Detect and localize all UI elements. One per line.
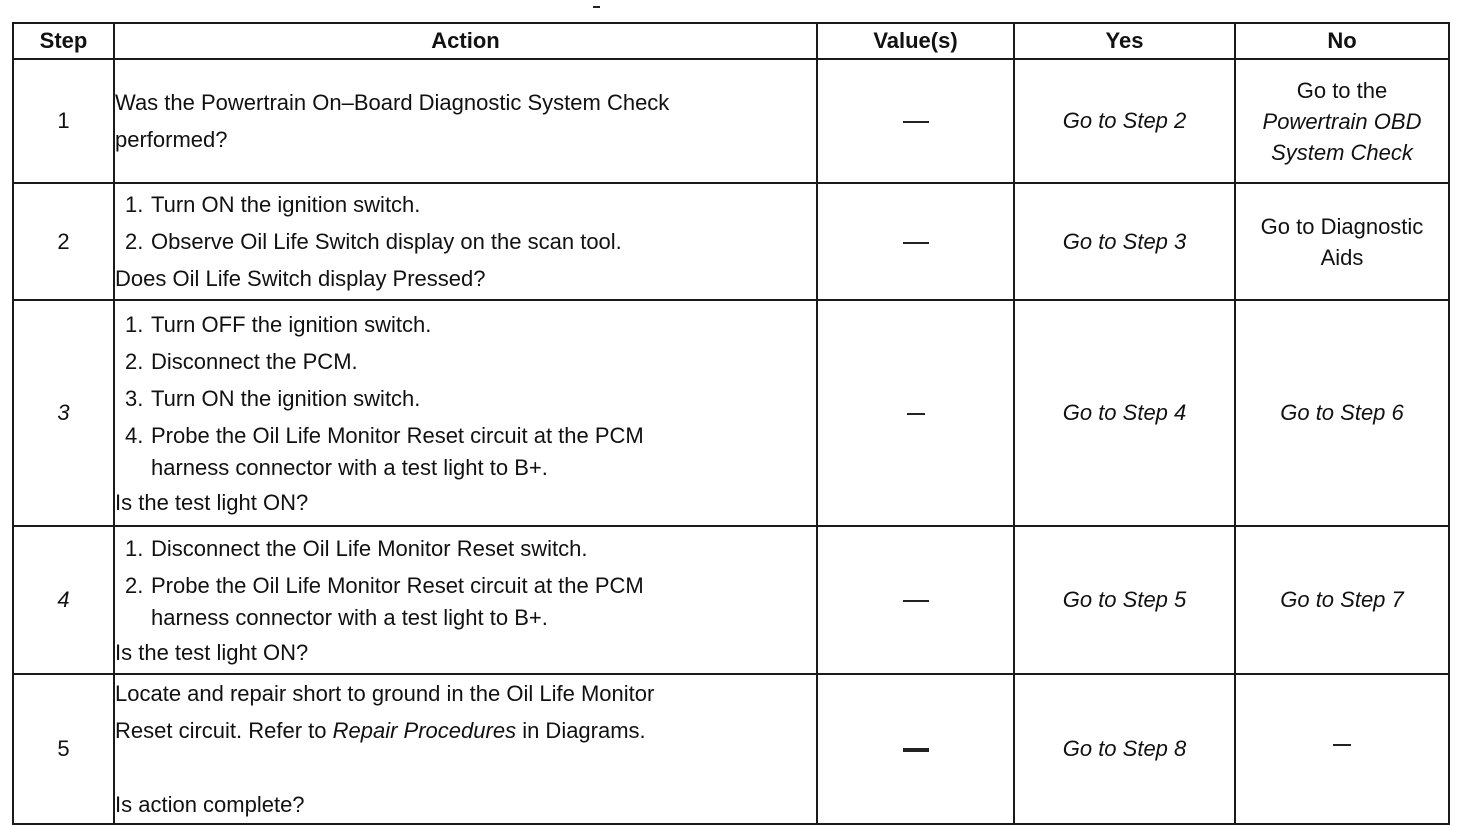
no-link-text: System Check: [1271, 139, 1413, 165]
table-row: [13, 674, 1449, 824]
no-cell: Go to Step 6: [1235, 300, 1449, 526]
substep-text: Disconnect the PCM.: [151, 348, 358, 374]
action-text-part: in Diagrams.: [516, 718, 646, 743]
yes-cell: Go to Step 5: [1014, 526, 1235, 674]
action-question: Is action complete?: [115, 792, 305, 817]
table-row: [13, 183, 1449, 300]
action-text: Locate and repair short to ground in the Oil Life Monitor: [115, 681, 655, 706]
step-number: 5: [13, 674, 114, 824]
substep-number: 2.: [125, 348, 144, 374]
substep-number: 4.: [125, 422, 144, 448]
no-cell: [1235, 183, 1449, 300]
substep-text: Disconnect the Oil Life Monitor Reset switch.: [151, 535, 588, 561]
substep-number: 1.: [125, 192, 144, 217]
table-row: [13, 59, 1449, 183]
substep: [115, 223, 816, 260]
substep: [115, 186, 816, 223]
value-cell: [817, 674, 1014, 824]
header-values: Value(s): [817, 23, 1014, 59]
action-spacer: [115, 749, 816, 786]
action-cell: [114, 674, 817, 824]
substep: [115, 306, 816, 343]
yes-cell: Go to Step 3: [1014, 183, 1235, 300]
no-cell: [1235, 59, 1449, 183]
no-link-text: Powertrain OBD: [1262, 108, 1422, 134]
action-question: Is the test light ON?: [115, 639, 309, 665]
value-dash: [903, 600, 929, 602]
substep-number: 2.: [125, 229, 144, 254]
action-text-part: Reset circuit. Refer to: [115, 718, 333, 743]
value-cell: [817, 59, 1014, 183]
value-dash: [903, 242, 929, 244]
step-number: 1: [13, 59, 114, 183]
substep: [115, 380, 816, 417]
substep-number: 1.: [125, 311, 144, 337]
no-dash: [1333, 744, 1351, 746]
header-no: No: [1235, 23, 1449, 59]
action-cell: [114, 300, 817, 526]
no-cell: Go to Step 7: [1235, 526, 1449, 674]
action-cell: [114, 183, 817, 300]
diagnostic-table: [12, 22, 1450, 825]
yes-cell: Go to Step 8: [1014, 674, 1235, 824]
substep-text: Observe Oil Life Switch display on the scan tool.: [151, 229, 622, 254]
header-yes: Yes: [1014, 23, 1235, 59]
action-text: [115, 712, 816, 749]
value-dash: [903, 748, 929, 752]
action-cell: [114, 526, 817, 674]
yes-cell: Go to Step 4: [1014, 300, 1235, 526]
substep: [115, 567, 816, 634]
substep-text: Probe the Oil Life Monitor Reset circuit at the PCM: [151, 572, 644, 598]
yes-cell: Go to Step 2: [1014, 59, 1235, 183]
no-text: Go to Diagnostic: [1260, 213, 1424, 239]
action-question: Is the test light ON?: [115, 489, 309, 515]
header-step: Step: [13, 23, 114, 59]
header-row: [13, 23, 1449, 59]
no-text: Aids: [1320, 244, 1364, 270]
value-dash: [907, 413, 925, 415]
substep-text: Turn ON the ignition switch.: [151, 192, 421, 217]
no-text: Go to the: [1296, 77, 1388, 103]
table-row: [13, 526, 1449, 674]
action-cell: [114, 59, 817, 183]
substep: [115, 530, 816, 567]
substep-number: 3.: [125, 385, 144, 411]
substep-number: 2.: [125, 572, 144, 598]
action-question: Does Oil Life Switch display Pressed?: [115, 266, 486, 291]
value-dash: [903, 121, 929, 123]
substep-continuation: harness connector with a test light to B+.: [151, 604, 548, 630]
value-cell: [817, 526, 1014, 674]
repair-procedures-reference: Repair Procedures: [332, 718, 517, 743]
step-number: 3: [13, 300, 114, 526]
header-action: Action: [114, 23, 817, 59]
page-top-mark: [593, 6, 600, 8]
substep-number: 1.: [125, 535, 144, 561]
substep-continuation: harness connector with a test light to B+.: [151, 454, 548, 480]
no-cell: [1235, 674, 1449, 824]
substep: [115, 343, 816, 380]
step-number: 4: [13, 526, 114, 674]
substep-text: Turn ON the ignition switch.: [151, 385, 421, 411]
step-number: 2: [13, 183, 114, 300]
action-text: performed?: [115, 127, 228, 152]
value-cell: [817, 183, 1014, 300]
action-text: Was the Powertrain On–Board Diagnostic System Check: [115, 90, 670, 115]
value-cell: [817, 300, 1014, 526]
table-row: [13, 300, 1449, 526]
substep-text: Turn OFF the ignition switch.: [151, 311, 432, 337]
substep: [115, 417, 816, 484]
substep-text: Probe the Oil Life Monitor Reset circuit at the PCM: [151, 422, 644, 448]
